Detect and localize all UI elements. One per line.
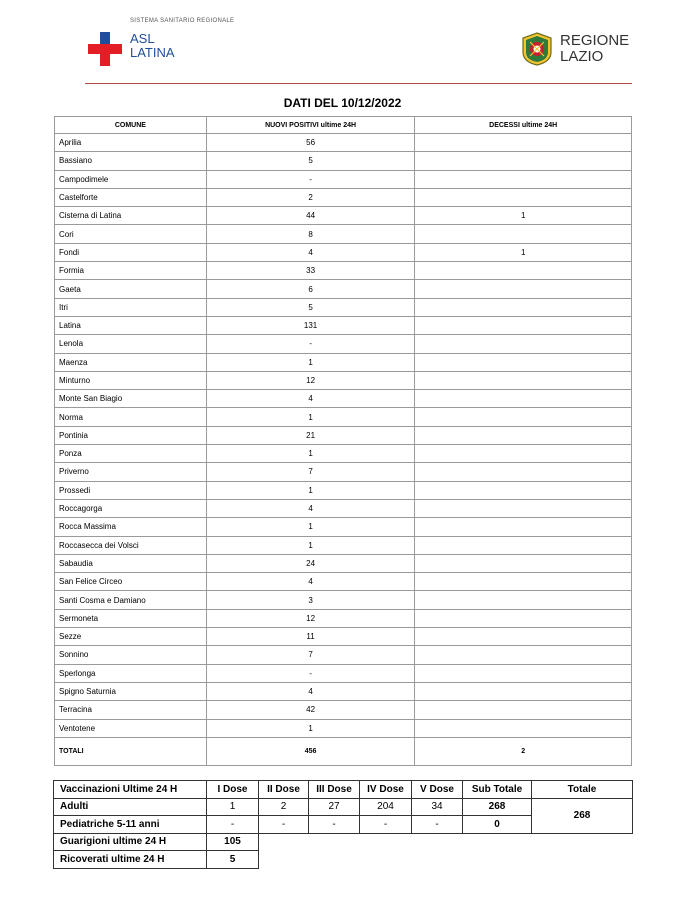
asl-latina-logo [88, 18, 258, 70]
vacc-header-sub-totale: Sub Totale [463, 781, 532, 799]
vacc-label-adulti: Adulti [54, 798, 207, 816]
comune-cell: Fondi [55, 243, 207, 261]
decessi-cell [415, 719, 632, 737]
totals-nuovi-positivi: 456 [206, 737, 415, 765]
table-row [55, 152, 632, 170]
decessi-cell [415, 390, 632, 408]
comune-cell: Sperlonga [55, 664, 207, 682]
vacc-header-label: Vaccinazioni Ultime 24 H [54, 781, 207, 799]
decessi-cell [415, 335, 632, 353]
table-row [55, 573, 632, 591]
decessi-cell [415, 371, 632, 389]
table-row [55, 316, 632, 334]
nuovi-positivi-cell: 1 [206, 481, 415, 499]
comune-cell: San Felice Circeo [55, 573, 207, 591]
vacc-cell: - [360, 816, 412, 834]
vacc-cell: 204 [360, 798, 412, 816]
table-row [55, 390, 632, 408]
header-divider [85, 83, 632, 84]
table-row [55, 682, 632, 700]
decessi-cell [415, 445, 632, 463]
totals-label: TOTALI [55, 737, 207, 765]
header-comune: COMUNE [55, 117, 207, 134]
totals-decessi: 2 [415, 737, 632, 765]
comune-cell: Castelforte [55, 188, 207, 206]
comune-cell: Roccasecca dei Volsci [55, 536, 207, 554]
vacc-header-v-dose: V Dose [412, 781, 463, 799]
comune-cell: Minturno [55, 371, 207, 389]
table-row [55, 518, 632, 536]
nuovi-positivi-cell: 5 [206, 152, 415, 170]
vacc-cell: - [207, 816, 259, 834]
vacc-totale-value: 268 [532, 798, 633, 833]
nuovi-positivi-cell: 2 [206, 188, 415, 206]
vacc-cell: 2 [259, 798, 309, 816]
vacc-header-iii-dose: III Dose [309, 781, 360, 799]
nuovi-positivi-cell: 1 [206, 518, 415, 536]
nuovi-positivi-cell: 4 [206, 243, 415, 261]
comune-cell: Sabaudia [55, 554, 207, 572]
decessi-cell [415, 463, 632, 481]
nuovi-positivi-cell: 44 [206, 207, 415, 225]
decessi-cell [415, 408, 632, 426]
comune-cell: Gaeta [55, 280, 207, 298]
vacc-header-totale: Totale [532, 781, 633, 799]
ricoverati-value: 5 [207, 851, 259, 869]
nuovi-positivi-cell: 7 [206, 463, 415, 481]
table-row [55, 609, 632, 627]
table-row [55, 170, 632, 188]
nuovi-positivi-cell: 56 [206, 134, 415, 152]
decessi-cell [415, 353, 632, 371]
vacc-cell: 34 [412, 798, 463, 816]
table-row [55, 554, 632, 572]
comune-cell: Latina [55, 316, 207, 334]
vacc-cell: 1 [207, 798, 259, 816]
decessi-cell [415, 646, 632, 664]
comune-cell: Rocca Massima [55, 518, 207, 536]
table-row [55, 628, 632, 646]
decessi-cell [415, 499, 632, 517]
decessi-cell [415, 682, 632, 700]
page-header [0, 0, 685, 90]
comune-cell: Roccagorga [55, 499, 207, 517]
nuovi-positivi-cell: 5 [206, 298, 415, 316]
nuovi-positivi-cell: 1 [206, 719, 415, 737]
totals-row [55, 737, 632, 765]
table-row [55, 701, 632, 719]
nuovi-positivi-cell: 4 [206, 682, 415, 700]
decessi-cell [415, 134, 632, 152]
vacc-row-adulti [54, 798, 633, 816]
table-row [55, 481, 632, 499]
nuovi-positivi-cell: 12 [206, 609, 415, 627]
vacc-subtotal-pediatriche: 0 [463, 816, 532, 834]
decessi-cell [415, 316, 632, 334]
table-row [55, 463, 632, 481]
comune-cell: Terracina [55, 701, 207, 719]
nuovi-positivi-cell: 12 [206, 371, 415, 389]
vacc-header-i-dose: I Dose [207, 781, 259, 799]
nuovi-positivi-cell: 33 [206, 262, 415, 280]
decessi-cell [415, 536, 632, 554]
table-row [55, 335, 632, 353]
comune-cell: Aprilia [55, 134, 207, 152]
table-row [55, 646, 632, 664]
table-row [55, 243, 632, 261]
nuovi-positivi-cell: 4 [206, 573, 415, 591]
asl-system-text: SISTEMA SANITARIO REGIONALE [130, 18, 235, 24]
table-row [55, 188, 632, 206]
comune-cell: Ponza [55, 445, 207, 463]
decessi-cell [415, 664, 632, 682]
vacc-header-ii-dose: II Dose [259, 781, 309, 799]
vacc-header-row [54, 781, 633, 799]
nuovi-positivi-cell: 131 [206, 316, 415, 334]
decessi-cell [415, 609, 632, 627]
table-header-row [55, 117, 632, 134]
table-row [55, 719, 632, 737]
decessi-cell [415, 298, 632, 316]
nuovi-positivi-cell: 4 [206, 390, 415, 408]
vacc-label-pediatriche: Pediatriche 5-11 anni [54, 816, 207, 834]
comune-cell: Bassiano [55, 152, 207, 170]
decessi-cell [415, 573, 632, 591]
nuovi-positivi-cell: 1 [206, 536, 415, 554]
table-row [55, 207, 632, 225]
nuovi-positivi-cell: 24 [206, 554, 415, 572]
decessi-cell: 1 [415, 243, 632, 261]
nuovi-positivi-cell: - [206, 664, 415, 682]
nuovi-positivi-cell: 8 [206, 225, 415, 243]
table-row [55, 225, 632, 243]
nuovi-positivi-cell: 42 [206, 701, 415, 719]
table-row [55, 298, 632, 316]
comune-cell: Sezze [55, 628, 207, 646]
decessi-cell [415, 591, 632, 609]
guarigioni-value: 105 [207, 833, 259, 851]
decessi-cell [415, 518, 632, 536]
nuovi-positivi-cell: 1 [206, 408, 415, 426]
table-row [55, 591, 632, 609]
decessi-cell [415, 628, 632, 646]
header-decessi: DECESSI ultime 24H [415, 117, 632, 134]
decessi-cell [415, 188, 632, 206]
decessi-cell [415, 262, 632, 280]
decessi-cell [415, 225, 632, 243]
comune-cell: Priverno [55, 463, 207, 481]
comune-cell: Pontinia [55, 426, 207, 444]
table-row [55, 664, 632, 682]
ricoverati-row [54, 851, 633, 869]
regione-name: REGIONE LAZIO [560, 32, 630, 65]
comune-cell: Itri [55, 298, 207, 316]
vacc-cell: 27 [309, 798, 360, 816]
comune-cell: Spigno Saturnia [55, 682, 207, 700]
guarigioni-row [54, 833, 633, 851]
ricoverati-label: Ricoverati ultime 24 H [54, 851, 207, 869]
nuovi-positivi-cell: 3 [206, 591, 415, 609]
decessi-cell [415, 152, 632, 170]
comune-cell: Maenza [55, 353, 207, 371]
nuovi-positivi-cell: 6 [206, 280, 415, 298]
comune-cell: Prossedi [55, 481, 207, 499]
nuovi-positivi-cell: - [206, 170, 415, 188]
comuni-table-body [55, 134, 632, 766]
comuni-table [54, 116, 632, 766]
header-nuovi-positivi: NUOVI POSITIVI ultime 24H [206, 117, 415, 134]
red-cross-icon [88, 32, 122, 66]
comune-cell: Sermoneta [55, 609, 207, 627]
comune-cell: Monte San Biagio [55, 390, 207, 408]
comune-cell: Sonnino [55, 646, 207, 664]
vacc-cell: - [309, 816, 360, 834]
nuovi-positivi-cell: 21 [206, 426, 415, 444]
vacc-header-iv-dose: IV Dose [360, 781, 412, 799]
comune-cell: Formia [55, 262, 207, 280]
decessi-cell [415, 280, 632, 298]
vacc-subtotal-adulti: 268 [463, 798, 532, 816]
comune-cell: Norma [55, 408, 207, 426]
nuovi-positivi-cell: 4 [206, 499, 415, 517]
asl-name: ASL LATINA [130, 31, 175, 60]
comune-cell: Cisterna di Latina [55, 207, 207, 225]
nuovi-positivi-cell: 1 [206, 445, 415, 463]
table-row [55, 134, 632, 152]
table-row [55, 536, 632, 554]
table-row [55, 445, 632, 463]
table-row [55, 262, 632, 280]
decessi-cell: 1 [415, 207, 632, 225]
decessi-cell [415, 701, 632, 719]
table-row [55, 499, 632, 517]
report-title: DATI DEL 10/12/2022 [283, 96, 402, 110]
comune-cell: Ventotene [55, 719, 207, 737]
guarigioni-label: Guarigioni ultime 24 H [54, 833, 207, 851]
decessi-cell [415, 426, 632, 444]
nuovi-positivi-cell: 11 [206, 628, 415, 646]
comune-cell: Cori [55, 225, 207, 243]
nuovi-positivi-cell: 7 [206, 646, 415, 664]
table-row [55, 353, 632, 371]
decessi-cell [415, 481, 632, 499]
regione-lazio-logo [522, 32, 642, 68]
vacc-cell: - [412, 816, 463, 834]
comune-cell: Campodimele [55, 170, 207, 188]
comune-cell: Santi Cosma e Damiano [55, 591, 207, 609]
table-row [55, 408, 632, 426]
table-row [55, 426, 632, 444]
nuovi-positivi-cell: - [206, 335, 415, 353]
table-row [55, 371, 632, 389]
vacc-cell: - [259, 816, 309, 834]
table-row [55, 280, 632, 298]
regione-emblem-icon [522, 32, 552, 66]
vaccination-table [53, 780, 633, 869]
comune-cell: Lenola [55, 335, 207, 353]
decessi-cell [415, 170, 632, 188]
nuovi-positivi-cell: 1 [206, 353, 415, 371]
decessi-cell [415, 554, 632, 572]
